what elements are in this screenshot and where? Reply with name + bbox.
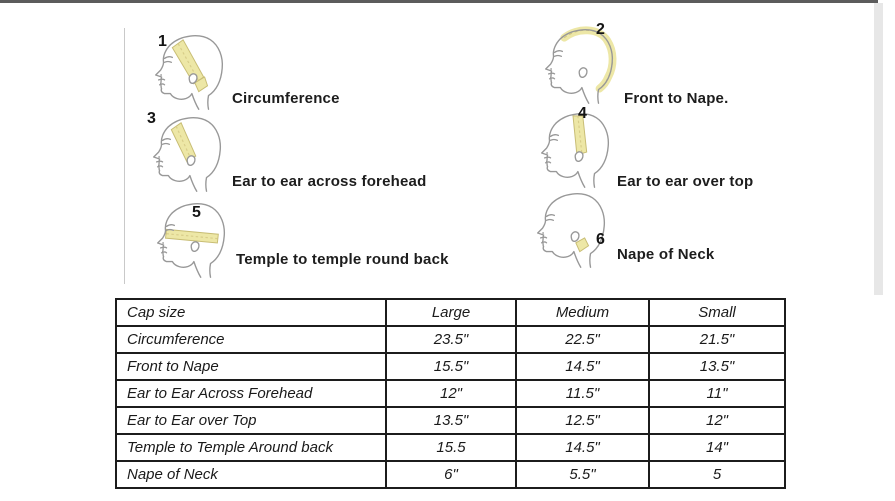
row-label: Circumference	[116, 326, 386, 353]
measurement-label-ear-to-ear-forehead: Ear to ear across forehead	[232, 173, 427, 190]
measurement-step-number: 1	[158, 33, 167, 50]
table-header-row	[116, 299, 785, 326]
head-circumference-illustration	[138, 32, 236, 120]
table-row-temple-to-temple	[116, 434, 785, 461]
header-cell-small: Small	[649, 299, 785, 326]
scan-artifact-right-edge	[874, 3, 883, 295]
measurement-step-number: 4	[578, 105, 587, 122]
value-small: 11"	[649, 380, 785, 407]
row-label: Temple to Temple Around back	[116, 434, 386, 461]
value-medium: 11.5"	[516, 380, 649, 407]
value-medium: 12.5"	[516, 407, 649, 434]
value-small: 21.5"	[649, 326, 785, 353]
measurement-label-circumference: Circumference	[232, 90, 340, 107]
value-medium: 5.5"	[516, 461, 649, 488]
diagram-panel-left-edge	[124, 28, 125, 284]
value-large: 15.5"	[386, 353, 516, 380]
value-large: 15.5	[386, 434, 516, 461]
value-medium: 14.5"	[516, 434, 649, 461]
head-ear-to-ear-over-top-illustration	[524, 110, 622, 198]
measurement-label-nape-of-neck: Nape of Neck	[617, 246, 715, 263]
measurement-step-number: 2	[596, 21, 605, 38]
value-small: 13.5"	[649, 353, 785, 380]
row-label: Front to Nape	[116, 353, 386, 380]
header-cell-medium: Medium	[516, 299, 649, 326]
row-label: Ear to Ear over Top	[116, 407, 386, 434]
header-cell-large: Large	[386, 299, 516, 326]
table-row-circumference	[116, 326, 785, 353]
row-label: Ear to Ear Across Forehead	[116, 380, 386, 407]
value-medium: 22.5"	[516, 326, 649, 353]
head-temple-to-temple-illustration	[140, 200, 238, 288]
value-large: 13.5"	[386, 407, 516, 434]
cap-size-table	[115, 298, 786, 489]
measurement-step-number: 5	[192, 204, 201, 221]
head-ear-to-ear-forehead-illustration	[136, 114, 234, 202]
value-small: 5	[649, 461, 785, 488]
head-front-to-nape-illustration	[528, 26, 626, 114]
top-divider-line	[0, 0, 878, 3]
value-large: 12"	[386, 380, 516, 407]
header-cell-cap-size: Cap size	[116, 299, 386, 326]
measurement-label-temple-to-temple: Temple to temple round back	[236, 251, 449, 268]
value-large: 23.5"	[386, 326, 516, 353]
value-small: 12"	[649, 407, 785, 434]
measurement-step-number: 6	[596, 231, 605, 248]
value-large: 6"	[386, 461, 516, 488]
table-row-front-to-nape	[116, 353, 785, 380]
table-row-ear-to-ear-over-top	[116, 407, 785, 434]
table-row-nape-of-neck	[116, 461, 785, 488]
measurement-step-number: 3	[147, 110, 156, 127]
measurement-label-front-to-nape: Front to Nape.	[624, 90, 729, 107]
measurement-label-ear-to-ear-over-top: Ear to ear over top	[617, 173, 754, 190]
row-label: Nape of Neck	[116, 461, 386, 488]
table-row-ear-to-ear-forehead	[116, 380, 785, 407]
value-small: 14"	[649, 434, 785, 461]
value-medium: 14.5"	[516, 353, 649, 380]
